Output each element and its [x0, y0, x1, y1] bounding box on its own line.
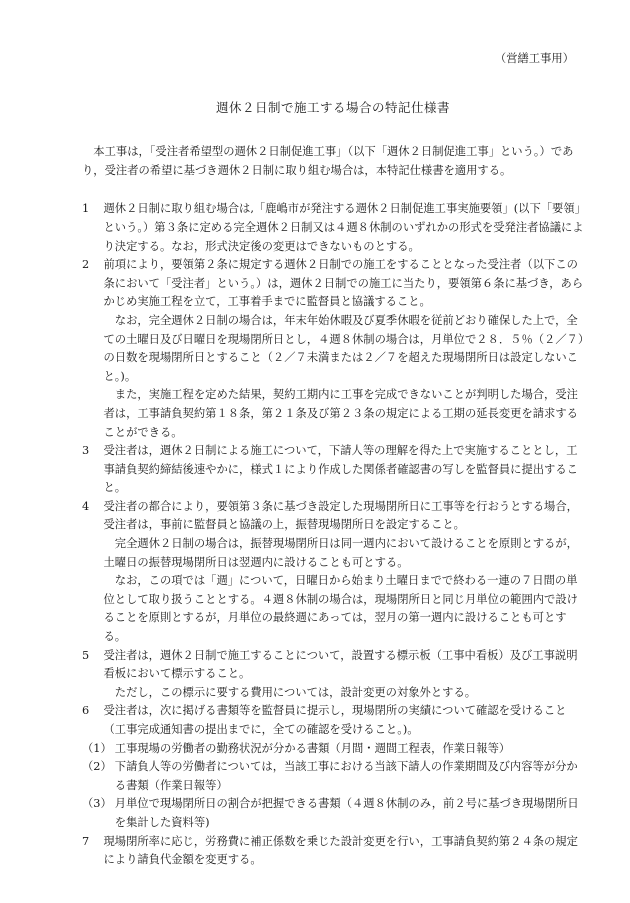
page-title: 週休２日制で施工する場合の特記仕様書	[215, 99, 450, 115]
item-text: 現場閉所率に応じ，労務費に補正係数を乗じた設計変更を行い，工事請負契約第２４条の規定により請負代金額を変更する。	[103, 834, 578, 867]
list-item	[82, 200, 584, 256]
item-text: 前項により，要領第２条に規定する週休２日制での施工をすることとなった受注者（以下この条において「受注者」という。）は，週休２日制での施工に当たり，要領第６条に基づき，あらかじめ実施工程を立て，工事着手までに監督員と協議すること。	[103, 258, 584, 309]
item-text: 受注者の都合により，要領第３条に基づき設定した現場閉所日に工事等を行おうとする場合，受注者は，事前に監督員と協議の上，振替現場閉所日を設定すること。	[103, 499, 578, 532]
item-text: 受注者は，次に掲げる書類等を監督員に提示し，現場閉所の実績について確認を受けること（工事完成通知書の提出までに，全ての確認を受けること。)。	[103, 704, 567, 736]
list-item	[82, 702, 584, 739]
intro-paragraph: 本工事は，「受注者希望型の週休２日制促進工事」（以下「週休２日制促進工事」という。）であり，受注者の希望に基づき週休２日制に取り組む場合は，本特記仕様書を適用する。	[82, 145, 574, 177]
sub-item-text: 工事現場の労働者の勤務状況が分かる書類（月間・週間工程表，作業日報等）	[114, 741, 511, 755]
sub-item-number: （3）	[82, 797, 112, 811]
item-paragraph: なお，この項では「週」について，日曜日から始まり土曜日までで終わる一連の７日間の単位として取り扱うこととする。４週８休制の場合は，現場閉所日と同じ月単位の範囲内で設けることを原則とするが，月単位の最終週にあっては，翌月の第一週内に設けることも可とする。	[103, 574, 578, 644]
item-paragraph: ただし，この標示に要する費用については，設計変更の対象外とする。	[114, 685, 477, 699]
item-number: 3	[82, 444, 90, 458]
top-note: （営繕工事用）	[494, 52, 574, 65]
item-paragraph: また，実施工程を定めた結果，契約工期内に工事を完成できないことが判明した場合，受注者は，工事請負契約第１８条，第２１条及び第２３条の規定による工期の延長変更を請求することができる。	[103, 388, 578, 439]
item-paragraph: 完全週休２日制の場合は，振替現場閉所日は同一週内において設けることを原則とするが，土曜日の振替現場閉所日は翌週内に設けることも可とする。	[103, 537, 578, 569]
item-number: 4	[82, 499, 90, 513]
list-item	[82, 498, 584, 535]
item-number: 5	[82, 648, 90, 662]
list-item	[82, 833, 584, 870]
sub-item	[82, 758, 584, 795]
list-item	[82, 647, 584, 684]
sub-item	[82, 795, 584, 832]
item-number: 1	[82, 202, 90, 216]
sub-item-text: 下請負人等の労働者については，当該工事における当該下請人の作業期間及び内容等が分かる書類（作業日報等）	[114, 760, 578, 792]
item-number: 6	[82, 704, 90, 718]
sub-item-text: 月単位で現場閉所日の割合が把握できる書類（４週８休制のみ，前２号に基づき現場閉所日を集計した資料等)	[114, 797, 579, 829]
list-item	[82, 442, 584, 498]
item-number: 7	[82, 834, 90, 848]
sub-item-number: （2）	[82, 760, 112, 774]
item-text: 受注者は，週休２日制で施工することについて，設置する標示板（工事中看板）及び工事説明看板において標示すること。	[103, 648, 578, 681]
list-item	[82, 256, 584, 312]
item-paragraph: なお，完全週休２日制の場合は，年末年始休暇及び夏季休暇を従前どおり確保した上で，全ての土曜日及び日曜日を現場閉所日とし，４週８休制の場合は，月単位で２８．５％（２／７）の日数を現場閉所日とすること（２／７未満または２／７を超えた現場閉所日は設定しないこと。)。	[103, 313, 584, 383]
item-number: 2	[82, 258, 90, 272]
sub-item-number: （1）	[82, 741, 112, 755]
item-text: 週休２日制に取り組む場合は,「鹿嶋市が発注する週休２日制促進工事実施要領」(以下「要領」という。）第３条に定める完全週休２日制又は４週８休制のいずれかの形式を受発注者協議により決定する。なお，形式決定後の変更はできないものとする。	[103, 202, 584, 253]
item-list	[82, 200, 584, 869]
sub-item	[82, 740, 584, 759]
item-text: 受注者は，週休２日制による施工について，下請人等の理解を得た上で実施することとし，工事請負契約締結後速やかに，様式１により作成した関係者確認書の写しを監督員に提出すること。	[103, 444, 578, 495]
